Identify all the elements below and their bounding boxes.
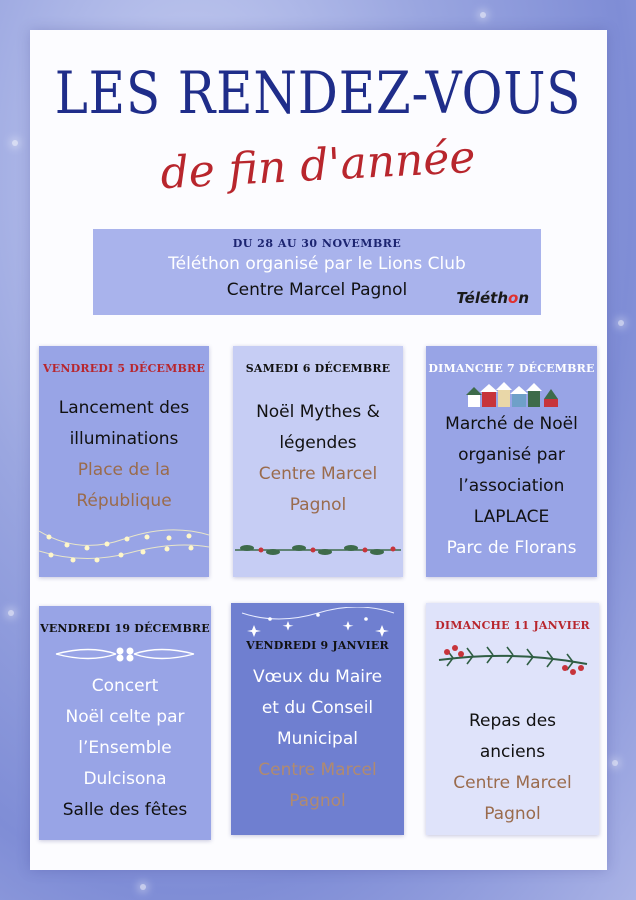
event-card-marche	[426, 346, 597, 577]
event-location: Pagnol	[289, 791, 346, 811]
event-title: organisé par	[458, 445, 565, 465]
event-title: Lancement des	[58, 398, 190, 418]
event-title: LAPLACE	[473, 507, 550, 527]
ornament-divider-icon	[50, 643, 200, 665]
event-title: Vœux du Maire	[252, 667, 383, 687]
telethon-logo	[456, 289, 529, 307]
event-title: Noël Mythes &	[256, 402, 380, 422]
event-location: Centre Marcel	[258, 464, 378, 484]
village-houses-icon	[464, 379, 560, 409]
telethon-logo-end: n	[518, 289, 529, 307]
sparkle	[8, 610, 14, 616]
event-location: Place de la	[77, 460, 171, 480]
pine-branch-icon	[433, 640, 593, 680]
event-title: Noël celte par	[65, 707, 185, 727]
event-title: légendes	[279, 433, 357, 453]
event-title: et du Conseil	[261, 698, 374, 718]
event-location: Centre Marcel	[258, 760, 377, 780]
event-location: Salle des fêtes	[62, 800, 188, 820]
event-location: Centre Marcel	[453, 773, 572, 793]
event-title: Marché de Noël	[445, 414, 578, 434]
event-title: Dulcisona	[83, 769, 167, 789]
event-date: DIMANCHE 11 JANVIER	[435, 619, 590, 632]
event-title: Repas des	[468, 711, 557, 731]
event-date: VENDREDI 19 DÉCEMBRE	[40, 622, 210, 635]
sparkle	[480, 12, 486, 18]
banner-date: DU 28 AU 30 NOVEMBRE	[232, 237, 402, 250]
event-title: Municipal	[277, 729, 358, 749]
event-title: illuminations	[69, 429, 179, 449]
telethon-logo-text: Téléth	[456, 289, 508, 307]
event-title: anciens	[479, 742, 546, 762]
telethon-banner	[93, 229, 541, 315]
event-location: Parc de Florans	[446, 538, 577, 558]
holly-garland-icon	[233, 541, 403, 559]
banner-title: Téléthon organisé par le Lions Club	[168, 254, 466, 274]
page-title: LES RENDEZ-VOUS	[54, 59, 582, 127]
sparkle	[618, 320, 624, 326]
event-location: Pagnol	[289, 495, 347, 515]
banner-location: Centre Marcel Pagnol	[226, 280, 408, 300]
event-date: DIMANCHE 7 DÉCEMBRE	[428, 362, 595, 375]
sparkle	[612, 760, 618, 766]
event-date: VENDREDI 5 DÉCEMBRE	[43, 362, 205, 375]
star-garland-icon	[238, 607, 398, 637]
event-card-voeux	[231, 603, 404, 835]
event-title: l’Ensemble	[78, 738, 172, 758]
telethon-logo-o: o	[508, 289, 519, 307]
event-card-illuminations	[39, 346, 209, 577]
page-subtitle: de fin d'année	[159, 131, 477, 200]
event-location: République	[76, 491, 172, 511]
sparkle	[140, 884, 146, 890]
sparkle	[12, 140, 18, 146]
event-date: VENDREDI 9 JANVIER	[246, 639, 389, 652]
event-card-repas	[426, 603, 599, 835]
event-title: Concert	[91, 676, 159, 696]
event-date: SAMEDI 6 DÉCEMBRE	[245, 362, 391, 375]
event-card-mythes	[233, 346, 403, 577]
string-lights-icon	[39, 525, 209, 569]
event-card-concert	[39, 606, 211, 840]
event-location: Pagnol	[484, 804, 541, 824]
event-title: l’association	[458, 476, 565, 496]
